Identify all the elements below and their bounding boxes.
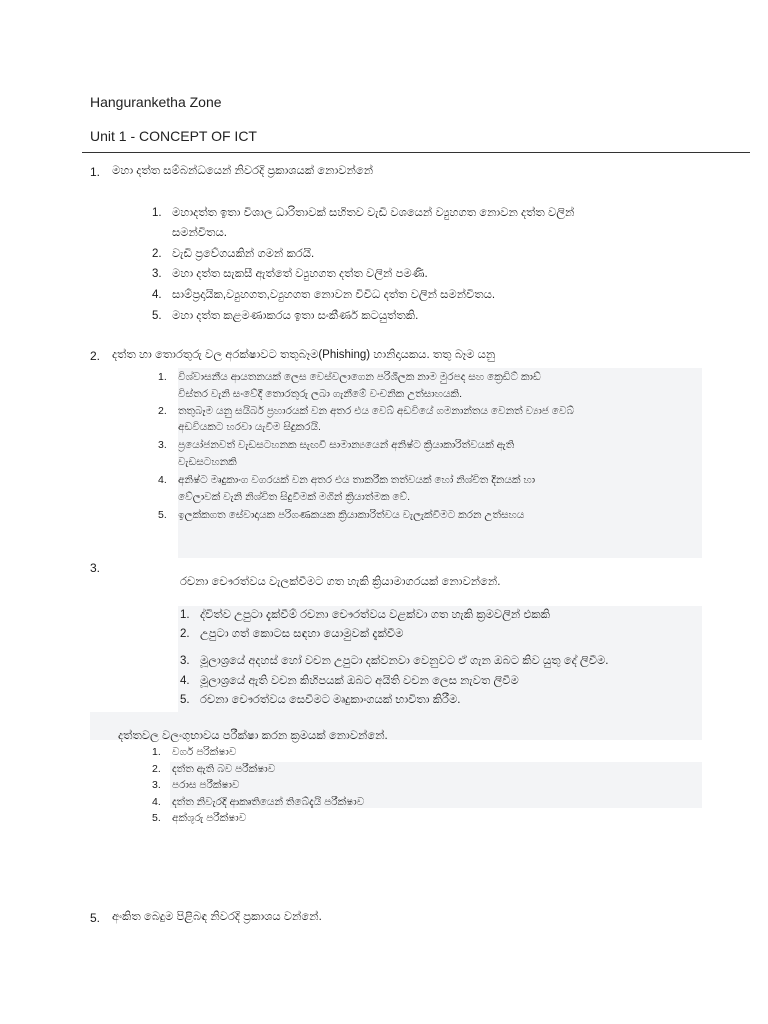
q1-option-3: 3. මහා දත්ත සැකසී ඇත්තේ ව්‍යුහගත දත්ත වලින් පමණි. <box>152 268 428 280</box>
header-divider <box>82 152 750 153</box>
q5-number: 5. <box>90 911 101 925</box>
zone-title: Hanguranketha Zone <box>90 94 222 110</box>
q2-option-3: 3. ප්‍රයෝජනවත් වැඩසටහනක සැඟවී සාමාන්‍යයෙන් අනිෂ්ට ක්‍රියාකාරිත්වයක් ඇති <box>158 439 515 451</box>
q3-number: 3. <box>90 561 101 575</box>
q2-option-4-cont: වේලාවක් වැනි නිශ්චිත සිදුවීමක් මගින් ක්‍රියාත්මක වේ. <box>178 491 411 503</box>
q1-option-4: 4. සාම්ප්‍රදායික,ව්‍යුහගත,ව්‍යුහගත නොවන විවිධ දත්ත වලින් සමන්විතය. <box>152 289 496 301</box>
q1-option-2: 2. වැඩි ප්‍රවේගයකින් ගමන් කරයි. <box>152 248 315 260</box>
q2-option-4: 4. අනිෂ්ට මෘදුකාංග වගරයක් වන අතර එය තාකරීක තත්වයක් හෝ නිශ්චිත දිනයක් හා <box>158 474 536 486</box>
q2-option-5: 5. ඉලක්කගත සේවාදායක පරිගණකයක ක්‍රියාකාරිත්වය වැලැක්වීමට කරන උත්සහය <box>158 509 525 521</box>
q4-option-1: 1. වගර් පරික්ෂාව <box>152 746 237 758</box>
unit-title: Unit 1 - CONCEPT OF ICT <box>90 128 257 144</box>
q3-question: රචනා චෞරත්වය වැලක්වීමට ගත හැකි ක්‍රියාමාගරයක් නොවන්නේ. <box>180 576 501 588</box>
q1-number: 1. <box>90 165 101 179</box>
q4-option-2: 2. දත්ත ඇති බව පරීක්ෂාව <box>152 763 276 775</box>
q3-option-2: 2. උපුටා ගත් කොටස සඳහා යොමුවක් දැක්වීම <box>180 628 404 640</box>
q2-option-1: 1. විශ්වාසනීය ආයතනයක් ලෙස වෙස්වලාගෙන පරිශීලක නාම මුරපද සහ ක්‍රෙඩිට් කාඩ් <box>158 371 541 383</box>
q2-option-2: 2. තතුබෑම යනු සයිබර් ප්‍රහාරයක් වන අතර එය වෙබ් අඩවියේ ගමනාන්තය වෙනත් ව්‍යාජ වෙබ් <box>158 405 575 417</box>
q2-number: 2. <box>90 349 101 363</box>
q2-option-2-cont: අඩවියකට හරවා යැවීම සිදුකරයි. <box>178 421 321 433</box>
q1-option-1: 1. මහාදත්ත ඉතා විශාල ධාරිතාවක් සහිතව වැඩි වශයෙන් ව්‍යුහගත නොවන දත්ත වලින් <box>152 207 575 219</box>
q3-option-3: 3. මූලාශ්‍රයේ අදහස් හෝ වචන උපුටා දක්වනවා වෙනුවට ඒ ගැන ඔබට කිව යුතු දේ ලිවීම. <box>180 655 609 667</box>
q4-question: දත්තවල වලංගුභාවය පරීක්ෂා කරන ක්‍රමයක් නොවන්නේ. <box>118 730 388 742</box>
q2-option-3-cont: වැඩසටහනකි <box>178 456 237 468</box>
q5-question: අංකිත බෙදුම පිළිබඳ නිවරදි ප්‍රකාශය වන්නේ. <box>112 911 322 923</box>
q2-question: දත්ත හා තොරතුරු වල අරක්ෂාවට තතුබෑම(Phishing) හානිදායකය. තතු බෑම යනු <box>112 349 496 361</box>
q2-option-1-cont: විස්තර වැනි සංවේදී තොරතුරු ලබා ගැනීමේ වංචනික උත්සාහයකි. <box>178 388 462 400</box>
q3-option-4: 4. මූලාශ්‍රයේ ඇති වචන කිහිපයක් ඔබට අයිති වචන ලෙස නැවත ලිවීම <box>180 675 519 687</box>
q3-option-5: 5. රචනා චෞරත්වය සෙවීමට මෘදුකාංගයක් භාවිතා කිරීම. <box>180 694 461 706</box>
q4-option-4: 4. දත්ත නිවැරදි ආකෘතියෙන් තිබේදැයි පරීක්ෂාව <box>152 796 365 808</box>
q4-option-3: 3. පරාස පරීක්ෂාව <box>152 779 240 791</box>
q4-option-5: 5. අක්ශුරු පරීක්ෂාව <box>152 812 247 824</box>
q1-option-5: 5. මහා දත්ත කළමණාකරය ඉතා සංකීර්ණ කටයුත්තකි. <box>152 310 419 322</box>
q3-option-1: 1. ද්විත්ව උපුටා දැක්වීම් රචනා චෞරත්වය වළක්වා ගත හැකි ක්‍රමවලින් එකකි <box>180 609 550 621</box>
q1-question: මහා දත්ත සම්බන්ධයෙන් නිවරදි ප්‍රකාශයක් නොවන්නේ <box>112 165 374 177</box>
q1-option-1-cont: සමන්විතය. <box>172 227 227 239</box>
